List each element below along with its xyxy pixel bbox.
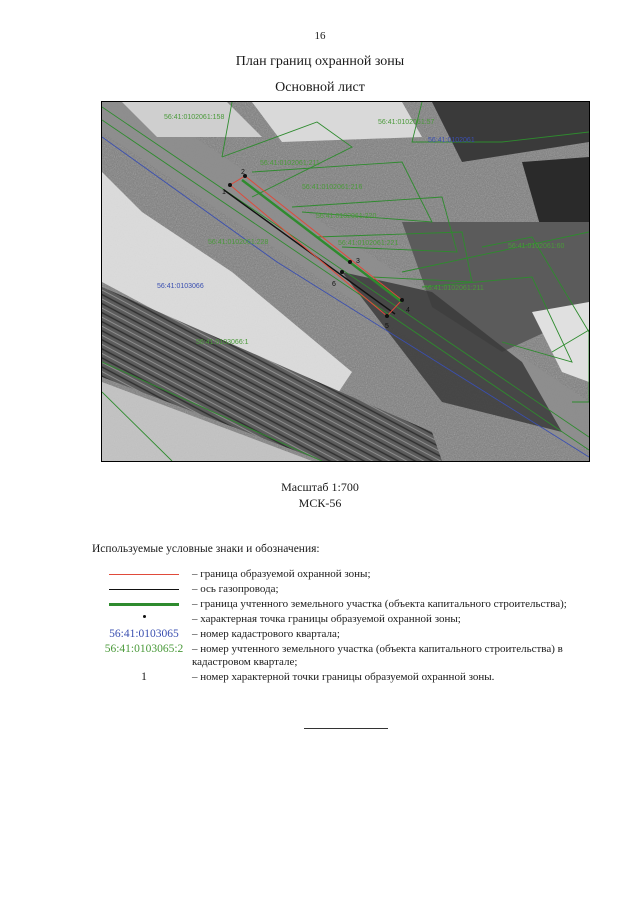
point-label-1: 1 (222, 189, 226, 196)
legend-desc-pipeline: – ось газопровода; (192, 583, 279, 595)
point-label-6: 6 (332, 281, 336, 288)
label-k: 56:41:0103066:1 (196, 339, 249, 346)
label-i: 56:41:0102061:60 (508, 243, 565, 250)
label-j: 56:41:0103066 (157, 283, 204, 290)
parcel-code-sample: 56:41:0103065:2 (104, 643, 184, 655)
legend-desc-boundary: – граница образуемой охранной зоны; (192, 568, 371, 580)
quarter-code-sample: 56:41:0103065 (109, 628, 179, 640)
legend-row-boundary (96, 568, 616, 581)
pipeline-line-symbol (96, 583, 192, 596)
plan-title: План границ охранной зоны (235, 54, 405, 69)
aerial-map (101, 101, 590, 462)
point-symbol (96, 613, 192, 626)
scale-block (0, 479, 640, 511)
point-label-4: 4 (406, 307, 410, 314)
legend-desc-quarter: – номер кадастрового квартала; (192, 628, 340, 640)
label-l: 56:41:0102061:211 (424, 285, 484, 292)
point-label-5: 5 (385, 323, 389, 330)
label-b: 56:41:0102061:57 (378, 119, 435, 126)
legend (96, 568, 616, 686)
legend-heading: Используемые условные знаки и обозначения: (92, 543, 320, 555)
point-code-sample: 1 (141, 671, 147, 683)
legend-row-pipeline (96, 583, 616, 596)
legend-desc-point-num: – номер характерной точки границы образуемой охранной зоны. (192, 671, 495, 683)
parcel-line-symbol (96, 598, 192, 611)
legend-desc-parcel-num: – номер учтенного земельного участка (объекта капитального строительства) в кадастровом квартале; (192, 643, 563, 668)
legend-row-point-num (96, 671, 616, 684)
legend-desc-point: – характерная точка границы образуемой охранной зоны; (192, 613, 461, 625)
label-f: 56:41:0102061:220 (316, 213, 377, 220)
point-label-3: 3 (356, 258, 360, 265)
label-c: 56:41:0102061 (428, 137, 475, 144)
label-e: 56:41:0102061:216 (302, 184, 363, 191)
legend-row-parcel (96, 598, 616, 611)
legend-desc-parcel: – граница учтенного земельного участка (объекта капитального строительства); (192, 598, 567, 610)
boundary-line-symbol (96, 568, 192, 581)
crs-line: МСК-56 (298, 496, 342, 510)
label-g: 56:41:0102061:221 (338, 240, 399, 247)
legend-row-point (96, 613, 616, 626)
label-d: 56:41:0102061:211 (260, 160, 320, 167)
page-number: 16 (314, 30, 326, 42)
scale-line: Масштаб 1:700 (281, 480, 359, 494)
bottom-rule (304, 728, 388, 729)
plan-subtitle: Основной лист (275, 80, 365, 95)
label-a: 56:41:0102061:158 (164, 114, 225, 121)
legend-row-quarter (96, 628, 616, 641)
legend-row-parcel-num (96, 643, 616, 669)
point-label-2: 2 (241, 169, 245, 176)
label-h: 56:41:0102061:228 (208, 239, 269, 246)
map-svg (102, 102, 589, 461)
